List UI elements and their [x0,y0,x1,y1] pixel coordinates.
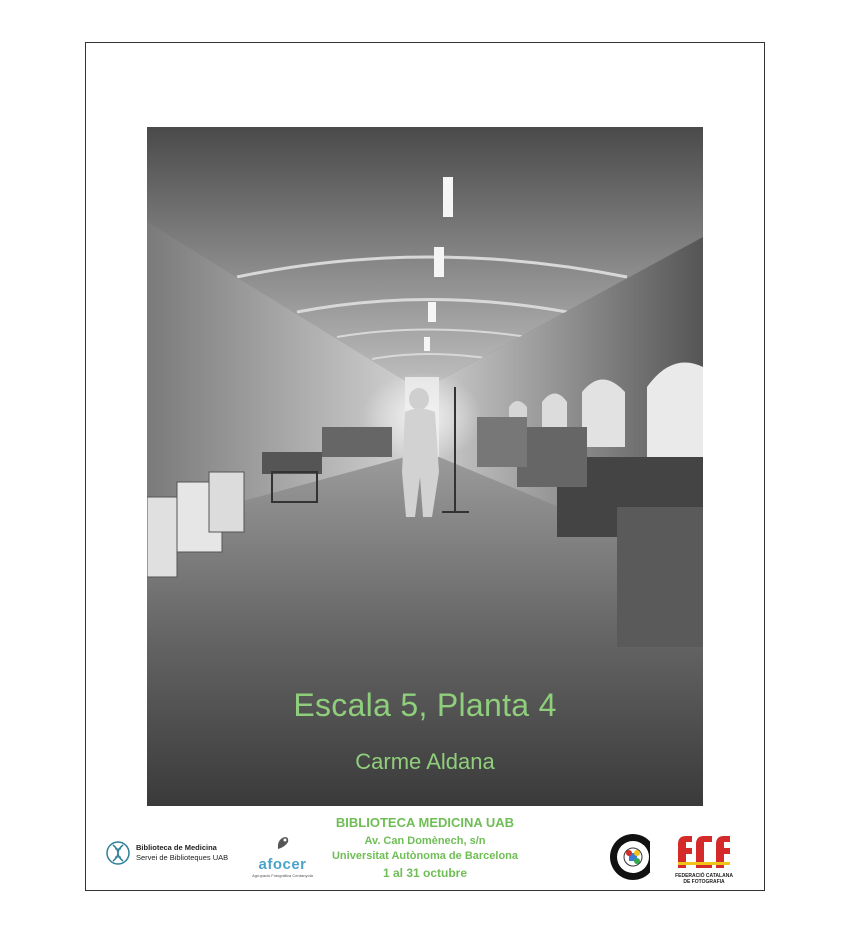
afocer-name: afocer [258,856,307,873]
dna-icon [106,841,130,865]
fcf-logo [673,832,735,885]
venue-address: Av. Can Domènech, s/n [364,835,486,847]
afocer-subtitle: Agrupació Fotogràfica Cerdanyola [252,873,313,878]
lens-circle-icon [608,832,658,882]
photo-club-logo [608,832,658,887]
biblioteca-medicina-logo [106,841,228,865]
biblioteca-label: Biblioteca de Medicina [136,843,217,852]
fcf-icon [674,832,734,868]
hospital-corridor-photo [147,127,703,806]
servei-label: Servei de Biblioteques UAB [136,853,229,862]
fcf-caption: FEDERACIÓ CATALANA DE FOTOGRAFIA [675,873,733,885]
venue-name: BIBLIOTECA MEDICINA UAB [335,815,515,830]
exhibition-dates: 1 al 31 octubre [382,866,468,880]
venue-university: Universitat Autònoma de Barcelona [331,850,519,862]
camera-bird-icon [273,835,293,851]
photographer-name: Carme Aldana [355,749,495,774]
afocer-logo [250,835,315,878]
exhibition-title: Escala 5, Planta 4 [293,687,557,723]
